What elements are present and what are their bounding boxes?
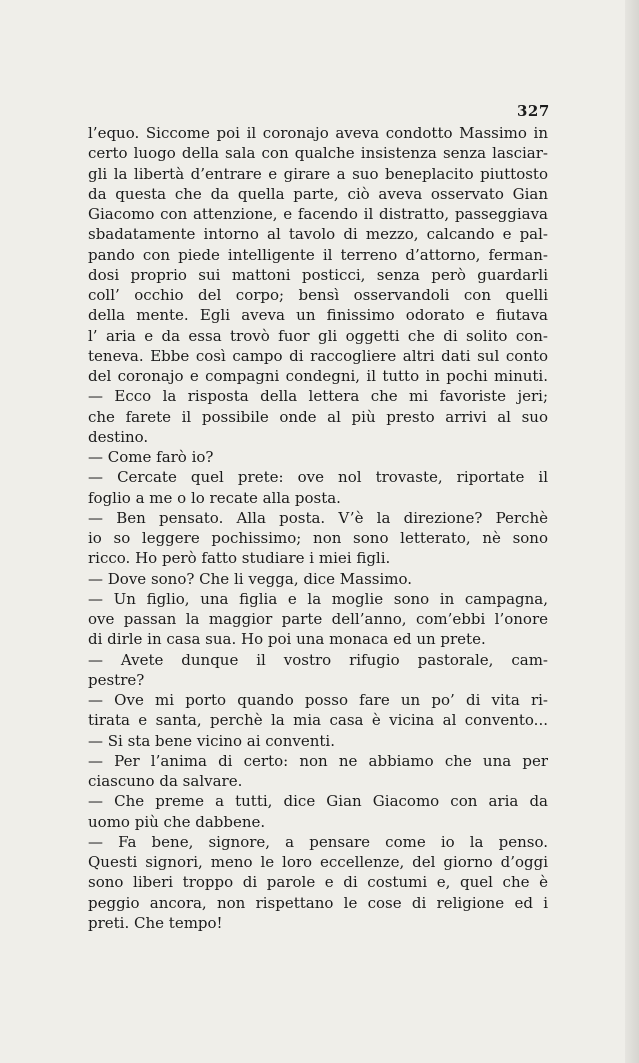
text-line: foglio a me o lo recate alla posta. [88,488,341,507]
text-line: destino. [88,427,149,446]
text-line: teneva. Ebbe così campo di raccogliere altri dati sul conto [88,346,548,365]
text-line: — Dove sono? Che li vegga, dice Massimo. [88,569,413,588]
text-line: — Un figlio, una figlia e la moglie sono in campagna, [88,589,548,608]
text-line: — Fa bene, signore, a pensare come io la penso. [88,832,548,851]
text-line: pestre? [88,670,145,689]
text-line: — Ove mi porto quando posso fare un po’ di vita ri- [88,691,548,709]
text-line: — Avete dunque il vostro rifugio pastorale, cam- [88,650,548,669]
text-line: pando con piede intelligente il terreno d’attorno, ferman- [88,245,548,264]
text-line: — Come farò io? [88,448,214,466]
text-line: Questi signori, meno le loro eccellenze, del giorno d’oggi [88,853,548,871]
text-line: — Ben pensato. Alla posta. V’è la direzione? Perchè [88,508,548,527]
text-line: gli la libertà d’entrare e girare a suo beneplacito piuttosto [88,164,548,183]
text-line: io so leggere pochissimo; non sono letterato, nè sono [88,529,548,547]
text-line: dosi proprio sui mattoni posticci, senza però guardarli [88,265,548,284]
text-line: del coronajo e compagni condegni, il tutto in pochi minuti. [88,367,548,385]
text-line: Giacomo con attenzione, e facendo il distratto, passeggiava [88,205,548,223]
text-line: da questa che da quella parte, ciò aveva osservato Gian [88,184,548,203]
text-line: — Cercate quel prete: ove nol trovaste, riportate il [88,468,548,487]
text-line: — Per l’anima di certo: non ne abbiamo che una per [88,751,548,770]
text-line: peggio ancora, non rispettano le cose di religione ed i [88,893,548,912]
text-line: che farete il possibile onde al più presto arrivi al suo [88,407,548,426]
text-line: ove passan la maggior parte dell’anno, com’ebbi l’onore [88,610,548,628]
text-line: l’ aria e da essa trovò fuor gli oggetti che di solito con- [88,326,548,345]
text-line: — Che preme a tutti, dice Gian Giacomo con aria da [88,792,548,811]
text-line: l’equo. Siccome poi il coronajo aveva condotto Massimo in [88,124,548,142]
page-number: 327 [517,102,550,120]
page-edge-shadow [625,0,639,1063]
text-line: ciascuno da salvare. [88,772,243,790]
text-line: tirata e santa, perchè la mia casa è vicina al convento... [88,711,548,730]
text-line: della mente. Egli aveva un finissimo odorato e fiutava [88,306,548,325]
text-line: certo luogo della sala con qualche insistenza senza lasciar- [88,144,548,163]
text-line: — Si sta bene vicino ai conventi. [88,731,335,750]
text-line: — Ecco la risposta della lettera che mi favoriste jeri; [88,387,548,406]
text-line: coll’ occhio del corpo; bensì osservandoli con quelli [88,286,548,304]
text-line: preti. Che tempo! [88,913,223,932]
text-line: sono liberi troppo di parole e di costumi e, quel che è [88,873,548,892]
text-line: uomo più che dabbene. [88,812,266,831]
text-line: ricco. Ho però fatto studiare i miei figli. [88,549,391,568]
text-line: sbadatamente intorno al tavolo di mezzo, calcando e pal- [88,225,548,244]
text-line: di dirle in casa sua. Ho poi una monaca ed un prete. [88,630,486,649]
body-text [88,123,548,933]
